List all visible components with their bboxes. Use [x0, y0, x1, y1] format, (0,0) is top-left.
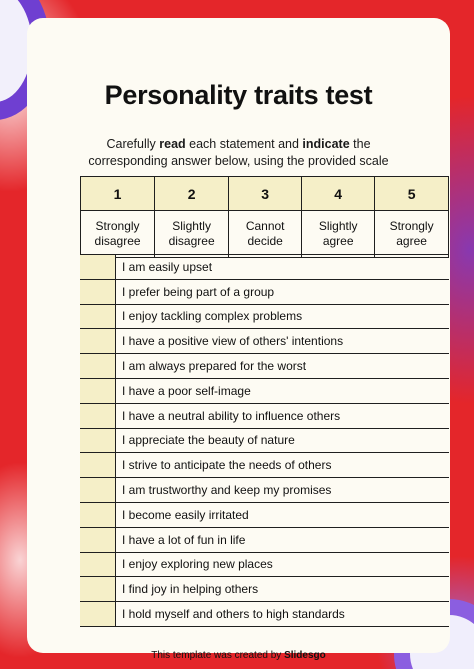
- statement-text: I hold myself and others to high standards: [116, 602, 450, 627]
- answer-cell[interactable]: [80, 502, 116, 527]
- table-row: [80, 552, 449, 577]
- statement-text: I enjoy exploring new places: [116, 552, 450, 577]
- footer-credit: [27, 650, 450, 661]
- table-row: [80, 602, 449, 627]
- statement-text: I become easily irritated: [116, 502, 450, 527]
- statement-text: I have a lot of fun in life: [116, 527, 450, 552]
- footer-brand: Slidesgo: [284, 650, 326, 661]
- scale-label-5: Strongly agree: [375, 211, 449, 258]
- table-row: [80, 428, 449, 453]
- table-row: [80, 354, 449, 379]
- answer-cell[interactable]: [80, 354, 116, 379]
- rating-scale-table: [80, 176, 449, 258]
- table-row: [80, 304, 449, 329]
- scale-number-4: 4: [302, 177, 375, 211]
- statement-text: I prefer being part of a group: [116, 279, 450, 304]
- answer-cell[interactable]: [80, 403, 116, 428]
- scale-number-5: 5: [375, 177, 449, 211]
- scale-number-2: 2: [155, 177, 229, 211]
- answer-cell[interactable]: [80, 577, 116, 602]
- answer-cell[interactable]: [80, 428, 116, 453]
- instructions: [67, 136, 410, 170]
- page-title: Personality traits test: [104, 80, 373, 110]
- statement-text: I find joy in helping others: [116, 577, 450, 602]
- table-row: [80, 502, 449, 527]
- table-row: [80, 527, 449, 552]
- statement-text: I am trustworthy and keep my promises: [116, 478, 450, 503]
- answer-cell[interactable]: [80, 255, 116, 280]
- instructions-text: each statement and: [185, 137, 303, 151]
- table-row: [80, 478, 449, 503]
- scale-number-1: 1: [81, 177, 155, 211]
- instructions-emphasis-read: read: [159, 137, 186, 151]
- statement-text: I appreciate the beauty of nature: [116, 428, 450, 453]
- table-row: [80, 453, 449, 478]
- answer-cell[interactable]: [80, 602, 116, 627]
- answer-cell[interactable]: [80, 304, 116, 329]
- table-row: [80, 577, 449, 602]
- answer-cell[interactable]: [80, 378, 116, 403]
- answer-cell[interactable]: [80, 279, 116, 304]
- answer-cell[interactable]: [80, 552, 116, 577]
- statement-text: I have a poor self-image: [116, 378, 450, 403]
- scale-number-3: 3: [229, 177, 302, 211]
- worksheet-card: [27, 18, 450, 661]
- statement-text: I enjoy tackling complex problems: [116, 304, 450, 329]
- scale-label-1: Strongly disagree: [81, 211, 155, 258]
- answer-cell[interactable]: [80, 329, 116, 354]
- footer-text: This template was created by: [151, 650, 285, 661]
- statements-table: [80, 254, 449, 627]
- statement-text: I have a positive view of others' intentions: [116, 329, 450, 354]
- scale-label-3: Cannot decide: [229, 211, 302, 258]
- statement-text: I strive to anticipate the needs of others: [116, 453, 450, 478]
- statement-text: I am always prepared for the worst: [116, 354, 450, 379]
- table-row: [80, 378, 449, 403]
- scale-label-4: Slightly agree: [302, 211, 375, 258]
- instructions-text: Carefully: [106, 137, 160, 151]
- table-row: [80, 329, 449, 354]
- scale-label-2: Slightly disagree: [155, 211, 229, 258]
- answer-cell[interactable]: [80, 478, 116, 503]
- instructions-emphasis-indicate: indicate: [302, 137, 350, 151]
- table-row: [80, 403, 449, 428]
- answer-cell[interactable]: [80, 527, 116, 552]
- table-row: [80, 255, 449, 280]
- answer-cell[interactable]: [80, 453, 116, 478]
- statement-text: I have a neutral ability to influence others: [116, 403, 450, 428]
- table-row: [80, 279, 449, 304]
- instructions-text: the corresponding answer below, using the provided scale: [88, 137, 389, 168]
- statement-text: I am easily upset: [116, 255, 450, 280]
